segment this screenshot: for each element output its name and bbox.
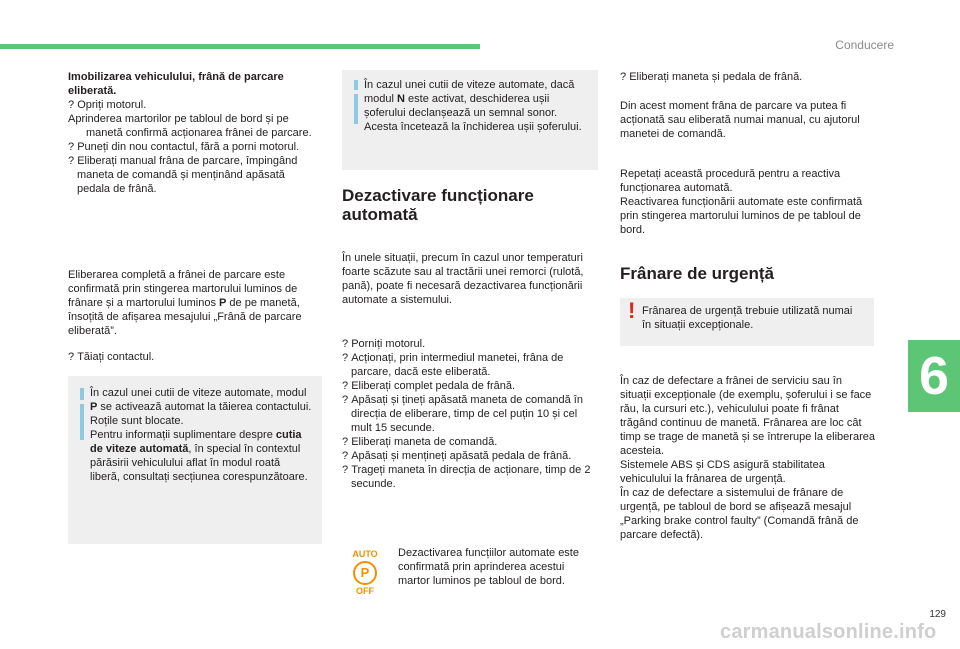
step-item: ? Tăiați contactul. [68,351,155,363]
step-item: ? Eliberați maneta de comandă. [342,436,498,448]
page-number: 129 [929,609,946,620]
step-item: ? Eliberați complet pedala de frână. [342,380,516,392]
step-item: ? Puneți din nou contactul, fără a porni motorul. [68,141,300,153]
step-item: ? Apăsați și țineți apăsată maneta de comandă în direcția de eliberare, timp de cel puțin 10 și cel mult 15 secunde. [342,394,583,434]
body-paragraph: În caz de defectare a frânei de serviciu sau în situații excepționale (de exemplu, șoferului i se face rău, la cursuri etc.), vehiculului poate fi frânat trăgând continuu de manetă. Frânarea are loc cât timp se trage de manetă și se întrerupe la eliberarea acesteia. Sistemele ABS și CDS asigură stabilitatea vehiculului la frânarea de urgență. În caz de defectare a sistemului de frânare de urgență, pe tabloul de bord se afișează mesajul „Parking brake control faulty” (Comandă frână de parcare defectă). [620,375,875,541]
section-subtitle: Imobilizarea vehiculului, frână de parcare eliberată. [68,71,284,97]
body-paragraph: Repetați această procedură pentru a reactiva funcționarea automată. Reactivarea funcționării automate este confirmată prin stingerea martorului luminos de pe tabloul de bord. [620,168,863,236]
auto-p-off-warning-icon: AUTO P OFF [352,549,378,596]
warning-box [620,298,874,346]
header-accent-bar [0,44,480,49]
info-box [342,70,598,170]
body-text: Aprinderea martorilor pe tabloul de bord și pe manetă confirmă acționarea frânei de parcare. [68,113,312,139]
warning-text: Frânarea de urgență trebuie utilizată numai în situații excepționale. [642,305,853,331]
info-box [68,376,322,544]
exclamation-icon: ! [628,298,636,323]
icon-caption: Dezactivarea funcțiilor automate este confirmată prin aprinderea acestui martor luminos pe tabloul de bord. [398,547,579,587]
chapter-tab: 6 [908,340,960,412]
section-heading: Frânare de urgență [620,264,774,283]
step-item: ? Apăsați și mențineți apăsată pedala de frână. [342,450,572,462]
step-item: ? Eliberați manual frâna de parcare, împingând maneta de comandă și menținând apăsată pedala de frână. [68,155,298,195]
release-paragraph: Eliberarea completă a frânei de parcare este confirmată prin stingerea martorului luminos de frânare și a martorului luminos P de pe manetă, însoțită de afișarea mesajului „Frână de parcare eliberată”. [68,269,302,337]
info-icon [354,80,358,90]
section-heading: Dezactivare funcționare automată [342,186,534,224]
column-left [68,70,320,196]
intro-paragraph: În unele situații, precum în cazul unor temperaturi foarte scăzute sau al tractării unei remorci (rulotă, pană), poate fi necesară dezactivarea funcționării automate a sistemului. [342,252,584,306]
info-text: În cazul unei cutii de viteze automate, modul P se activează automat la tăierea contactului. Roțile sunt blocate. Pentru informații suplimentare despre cutia de viteze automată, în special în contextul părăsirii vehiculului aflat în modul roată liberă, consultați secțiunea corespunzătoare. [90,387,312,483]
step-item: ? Opriți motorul. [68,99,147,111]
step-item: ? Eliberați maneta și pedala de frână. [620,71,803,83]
body-paragraph: Din acest moment frâna de parcare va putea fi acționată sau eliberată numai manual, cu ajutorul manetei de comandă. [620,100,860,140]
step-list [342,337,598,491]
info-icon [80,388,84,400]
step-item: ? Porniți motorul. [342,338,426,350]
step-item: ? Acționați, prin intermediul manetei, frâna de parcare, dacă este eliberată. [342,352,564,378]
step-item: ? Trageți maneta în direcția de acționare, timp de 2 secunde. [342,464,591,490]
info-text: În cazul unei cutii de viteze automate, dacă modul N este activat, deschiderea ușii șoferului declanșează un semnal sonor. Acesta încetează la închiderea ușii șoferului. [364,79,582,133]
section-title: Conducere [835,38,894,52]
watermark: carmanualsonline.info [720,621,937,643]
